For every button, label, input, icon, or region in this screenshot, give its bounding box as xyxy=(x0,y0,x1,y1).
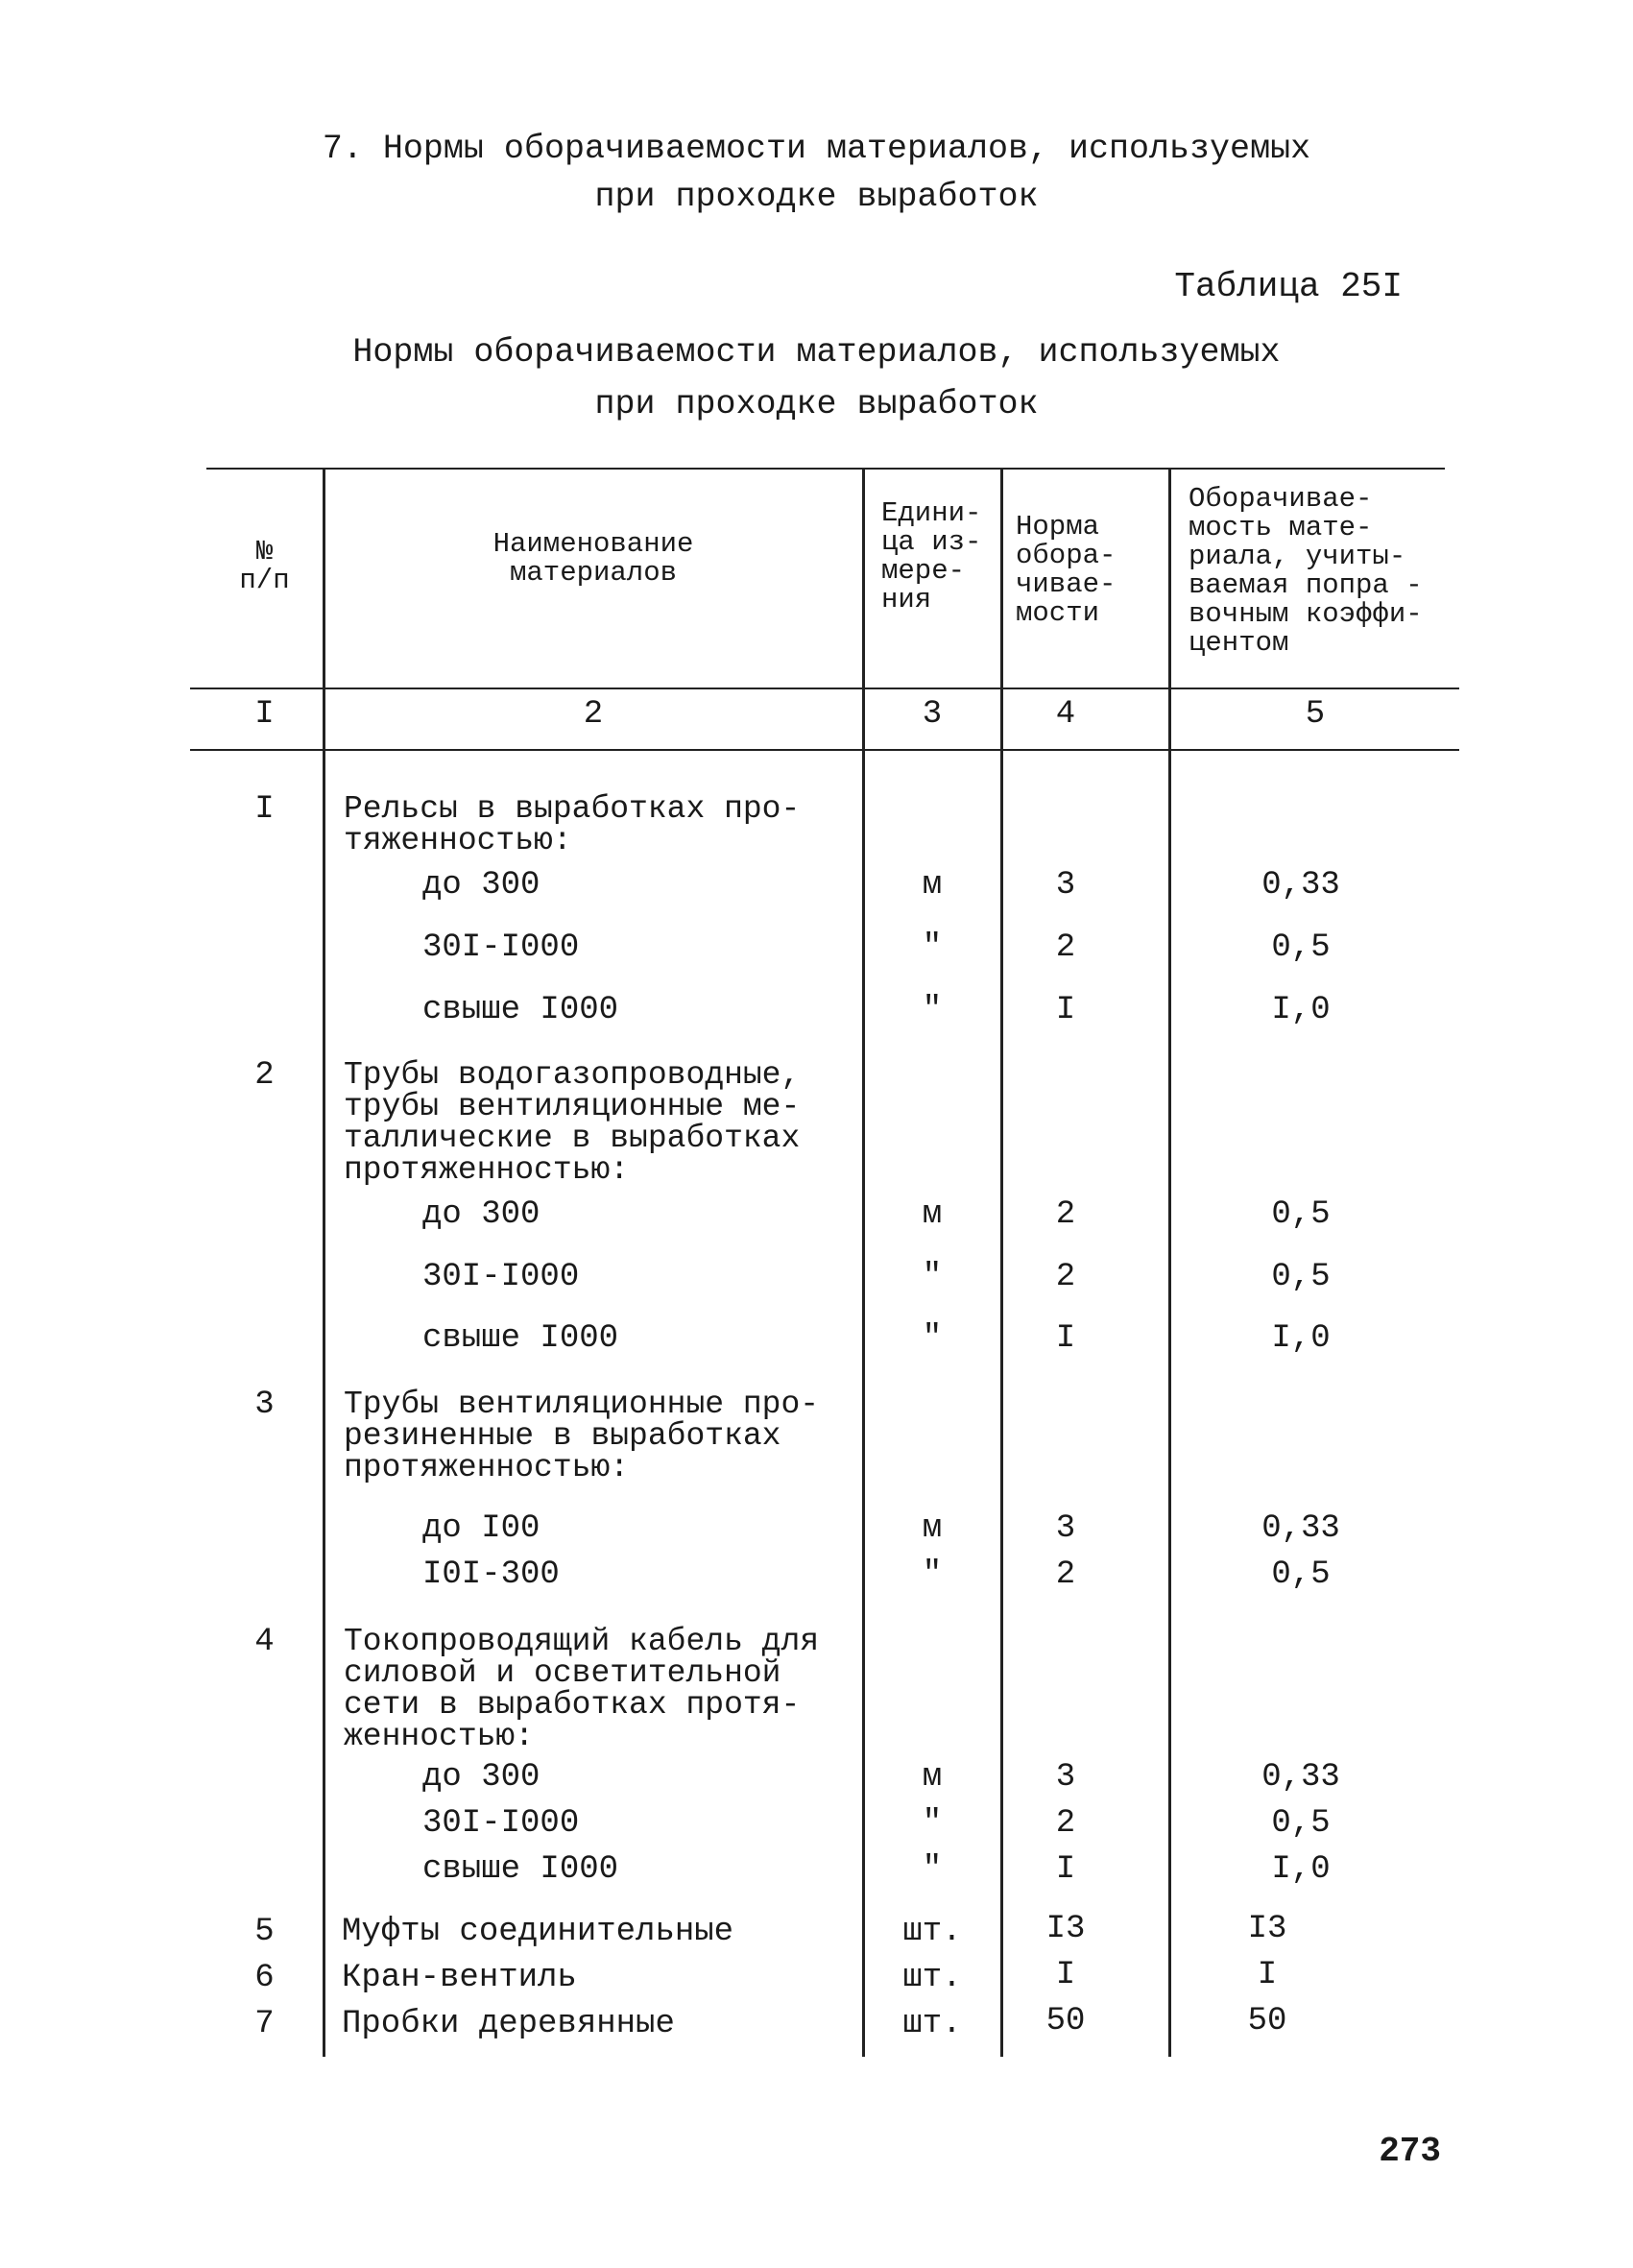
unit-cell: " xyxy=(922,1556,943,1593)
material-name: Трубы вентиляционные про- резиненные в выработках протяженностью: xyxy=(344,1387,820,1485)
coefficient-cell: 0,33 xyxy=(1261,1510,1340,1547)
material-name: Пробки деревянные xyxy=(342,2006,675,2042)
norm-cell: 3 xyxy=(1055,1510,1076,1547)
row-number: 4 xyxy=(254,1624,275,1660)
header-bottom-rule xyxy=(190,688,1459,689)
norm-cell: 2 xyxy=(1055,1556,1076,1593)
range-label: до I00 xyxy=(422,1510,540,1547)
norm-cell: 2 xyxy=(1055,1196,1076,1233)
unit-cell: " xyxy=(922,1851,943,1888)
unit-cell: " xyxy=(922,992,943,1028)
range-label: свыше I000 xyxy=(422,1851,619,1888)
material-name: Кран-вентиль xyxy=(342,1960,577,1996)
unit-cell: " xyxy=(922,929,943,966)
unit-cell: " xyxy=(922,1320,943,1357)
table-number: Таблица 25I xyxy=(1174,267,1403,306)
range-label: 30I-I000 xyxy=(422,929,580,966)
column-number-1: I xyxy=(254,696,275,733)
section-title-line2: при проходке выработок xyxy=(594,178,1039,216)
range-label: до 300 xyxy=(422,1759,540,1796)
unit-cell: м xyxy=(922,867,943,904)
column-number-2: 2 xyxy=(583,696,604,733)
norm-cell: I3 xyxy=(1045,1911,1086,1947)
norm-cell: 2 xyxy=(1055,1805,1076,1842)
unit-cell: " xyxy=(922,1805,943,1842)
coefficient-cell: I,0 xyxy=(1271,992,1331,1028)
unit-cell: м xyxy=(922,1196,943,1233)
range-label: до 300 xyxy=(422,867,540,904)
header-turnover-norm: Норма обора- чивае- мости xyxy=(1016,511,1117,629)
range-label: свыше I000 xyxy=(422,1320,619,1357)
unit-cell: шт. xyxy=(902,2006,962,2042)
coefficient-cell: 0,5 xyxy=(1271,1805,1331,1842)
material-name: Трубы водогазопроводные, трубы вентиляционные ме- таллические в выработках протяженностью: xyxy=(344,1057,801,1188)
range-label: 30I-I000 xyxy=(422,1805,580,1842)
header-number: № п/п xyxy=(239,536,290,596)
column-number-3: 3 xyxy=(922,696,943,733)
row-number: I xyxy=(254,791,275,828)
table-title-line1: Нормы оборачиваемости материалов, используемых xyxy=(352,333,1281,372)
column-number-4: 4 xyxy=(1055,696,1076,733)
norm-cell: 3 xyxy=(1055,1759,1076,1796)
page-number: 273 xyxy=(1379,2132,1441,2171)
table-title-line2: при проходке выработок xyxy=(594,385,1039,423)
row-number: 5 xyxy=(254,1914,275,1950)
unit-cell: шт. xyxy=(902,1960,962,1996)
norm-cell: 2 xyxy=(1055,1259,1076,1295)
section-title-line1: 7. Нормы оборачиваемости материалов, используемых xyxy=(322,130,1311,168)
header-material-name: Наименование материалов xyxy=(492,528,694,589)
header-unit: Едини- ца из- мере- ния xyxy=(881,497,982,615)
coefficient-cell: I3 xyxy=(1247,1911,1287,1947)
range-label: до 300 xyxy=(422,1196,540,1233)
unit-cell: шт. xyxy=(902,1914,962,1950)
row-number: 2 xyxy=(254,1057,275,1094)
coefficient-cell: 0,33 xyxy=(1261,1759,1340,1796)
row-number: 7 xyxy=(254,2006,275,2042)
norm-cell: 2 xyxy=(1055,929,1076,966)
coefficient-cell: 0,5 xyxy=(1271,929,1331,966)
header-turnover-coefficient: Оборачивае- мость мате- риала, учиты- ваемая попра - вочным коэффи- центом xyxy=(1189,483,1423,659)
range-label: 30I-I000 xyxy=(422,1259,580,1295)
norm-cell: 3 xyxy=(1055,867,1076,904)
unit-cell: м xyxy=(922,1510,943,1547)
coefficient-cell: I,0 xyxy=(1271,1320,1331,1357)
unit-cell: м xyxy=(922,1759,943,1796)
row-number: 6 xyxy=(254,1960,275,1996)
coefficient-cell: 0,33 xyxy=(1261,867,1340,904)
norm-cell: I xyxy=(1055,1851,1076,1888)
coefficient-cell: I,0 xyxy=(1271,1851,1331,1888)
coefficient-cell: I xyxy=(1257,1957,1278,1993)
coefficient-cell: 50 xyxy=(1247,2003,1287,2039)
column-numbers-rule xyxy=(190,749,1459,751)
norm-cell: I xyxy=(1055,992,1076,1028)
material-name: Рельсы в выработках про- тяженностью: xyxy=(344,791,801,858)
unit-cell: " xyxy=(922,1259,943,1295)
range-label: I0I-300 xyxy=(422,1556,560,1593)
norm-cell: 50 xyxy=(1045,2003,1086,2039)
coefficient-cell: 0,5 xyxy=(1271,1556,1331,1593)
coefficient-cell: 0,5 xyxy=(1271,1259,1331,1295)
material-name: Муфты соединительные xyxy=(342,1914,734,1950)
table-top-rule xyxy=(206,468,1445,470)
norm-cell: I xyxy=(1055,1320,1076,1357)
column-divider-1 xyxy=(323,468,325,2057)
column-number-5: 5 xyxy=(1305,696,1326,733)
range-label: свыше I000 xyxy=(422,992,619,1028)
row-number: 3 xyxy=(254,1387,275,1423)
table-title xyxy=(0,326,1633,430)
norm-cell: I xyxy=(1055,1957,1076,1993)
material-name: Токопроводящий кабель для силовой и осветительной сети в выработках протя- женностью: xyxy=(344,1624,820,1754)
section-title xyxy=(0,125,1633,221)
coefficient-cell: 0,5 xyxy=(1271,1196,1331,1233)
